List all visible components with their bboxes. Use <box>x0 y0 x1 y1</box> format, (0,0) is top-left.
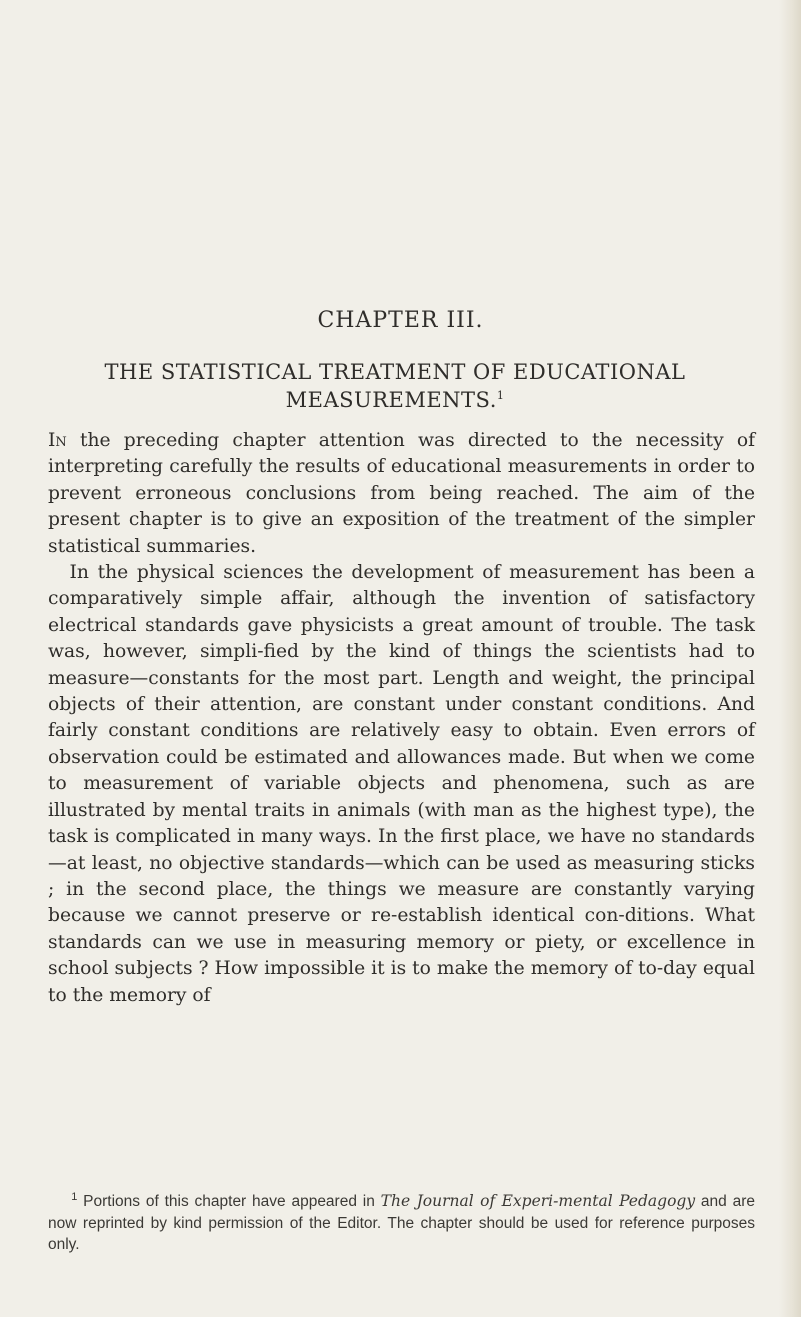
footnote-reference-mark: 1 <box>496 389 505 402</box>
footnote-journal-title: The Journal of Experi-mental Pedagogy <box>380 1192 696 1210</box>
footnote-mark: 1 <box>71 1190 78 1203</box>
chapter-title-line2: MEASUREMENTS. <box>285 388 497 412</box>
chapter-heading: CHAPTER III. <box>317 308 484 333</box>
chapter-title <box>40 358 750 414</box>
footnote <box>48 1191 755 1256</box>
paragraph-1 <box>48 428 755 560</box>
page-edge-shadow <box>779 0 801 1317</box>
footnote-text-before: Portions of this chapter have appeared in <box>77 1193 381 1210</box>
footnote-text-after: and are now reprinted by kind permission of the Editor. The chapter should be used for reference purposes only. <box>48 1193 755 1253</box>
paragraph-1-text: the preceding chapter attention was directed to the necessity of interpreting carefully the results of educational measurements in order to prevent erroneous conclusions from being reached. The aim of the present chapter is to give an exposition of the treatment of the simpler statistical summaries. <box>48 430 755 557</box>
paragraph-2: In the physical sciences the development of measurement has been a comparatively simple affair, although the invention of satisfactory electrical standards gave physicists a great amount of trouble. The task was, however, simpli-fied by the kind of things the scientists had to measure—constants for the most part. Length and weight, the principal objects of their attention, are constant under constant conditions. And fairly constant conditions are relatively easy to obtain. Even errors of observation could be estimated and allowances made. But when we come to measurement of variable objects and phenomena, such as are illustrated by mental traits in animals (with man as the highest type), the task is complicated in many ways. In the first place, we have no standards—at least, no objective standards—which can be used as measuring sticks ; in the second place, the things we measure are constantly varying because we cannot preserve or re-establish identical con-ditions. What standards can we use in measuring memory or piety, or excellence in school subjects ? How impossible it is to make the memory of to-day equal to the memory of <box>48 562 755 1006</box>
opening-word: In <box>48 430 67 451</box>
chapter-title-line1: THE STATISTICAL TREATMENT OF EDUCATIONAL <box>104 360 686 384</box>
body-text <box>48 428 755 1009</box>
